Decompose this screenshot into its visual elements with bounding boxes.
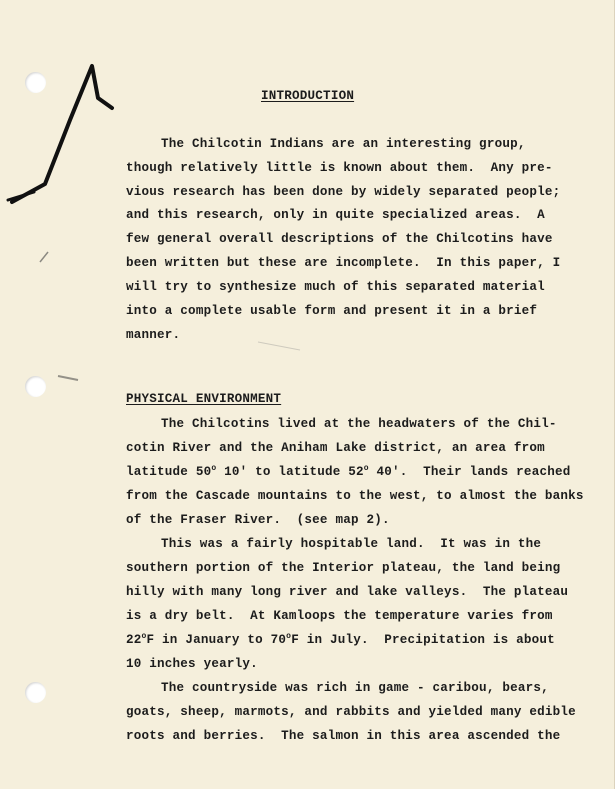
env-line-5: of the Fraser River. (see map 2). [126,513,390,527]
intro-line-5: few general overall descriptions of the Chilcotins have [126,232,553,246]
env-line-8: hilly with many long river and lake valleys. The plateau [126,585,569,599]
env-line-3-latitude [126,464,570,480]
env-line-2: cotin River and the Aniham Lake district, an area from [126,441,545,455]
intro-line-2: though relatively little is known about them. Any pre- [126,161,553,175]
degree-mark: o [141,632,147,641]
env-line-7: southern portion of the Interior plateau, the land being [126,561,561,575]
env-line-1: The Chilcotins lived at the headwaters of the Chil- [161,417,557,431]
intro-line-9: manner. [126,328,181,342]
intro-line-7: will try to synthesize much of this separated material [126,280,545,294]
intro-line-1: The Chilcotin Indians are an interesting group, [161,137,526,151]
env-line-10-part-2: F in January to 70 [146,633,287,647]
intro-line-3: vious research has been done by widely separated people; [126,185,561,199]
intro-line-6: been written but these are incomplete. In this paper, I [126,256,561,270]
intro-line-4: and this research, only in quite specialized areas. A [126,208,545,222]
env-line-11: 10 inches yearly. [126,657,258,671]
degree-mark: o [363,464,369,473]
env-line-3-part-2: 10' to latitude 52 [216,465,364,479]
env-line-6: This was a fairly hospitable land. It was in the [161,537,542,551]
heading-physical-environment: PHYSICAL ENVIRONMENT [126,392,282,406]
env-line-4: from the Cascade mountains to the west, to almost the banks [126,489,584,503]
heading-introduction: INTRODUCTION [261,89,355,103]
env-line-3-part-1: latitude 50 [126,465,212,479]
env-line-3-part-3: 40'. Their lands reached [368,465,571,479]
degree-mark: o [211,464,217,473]
degree-mark: o [286,632,292,641]
env-line-14: roots and berries. The salmon in this area ascended the [126,729,561,743]
intro-line-8: into a complete usable form and present it in a brief [126,304,538,318]
env-line-9: is a dry belt. At Kamloops the temperature varies from [126,609,553,623]
env-line-10-part-1: 22 [126,633,142,647]
env-line-10-part-3: F in July. Precipitation is about [291,633,555,647]
env-line-10-temperature [126,632,555,648]
env-line-12: The countryside was rich in game - caribou, bears, [161,681,549,695]
env-line-13: goats, sheep, marmots, and rabbits and yielded many edible [126,705,576,719]
